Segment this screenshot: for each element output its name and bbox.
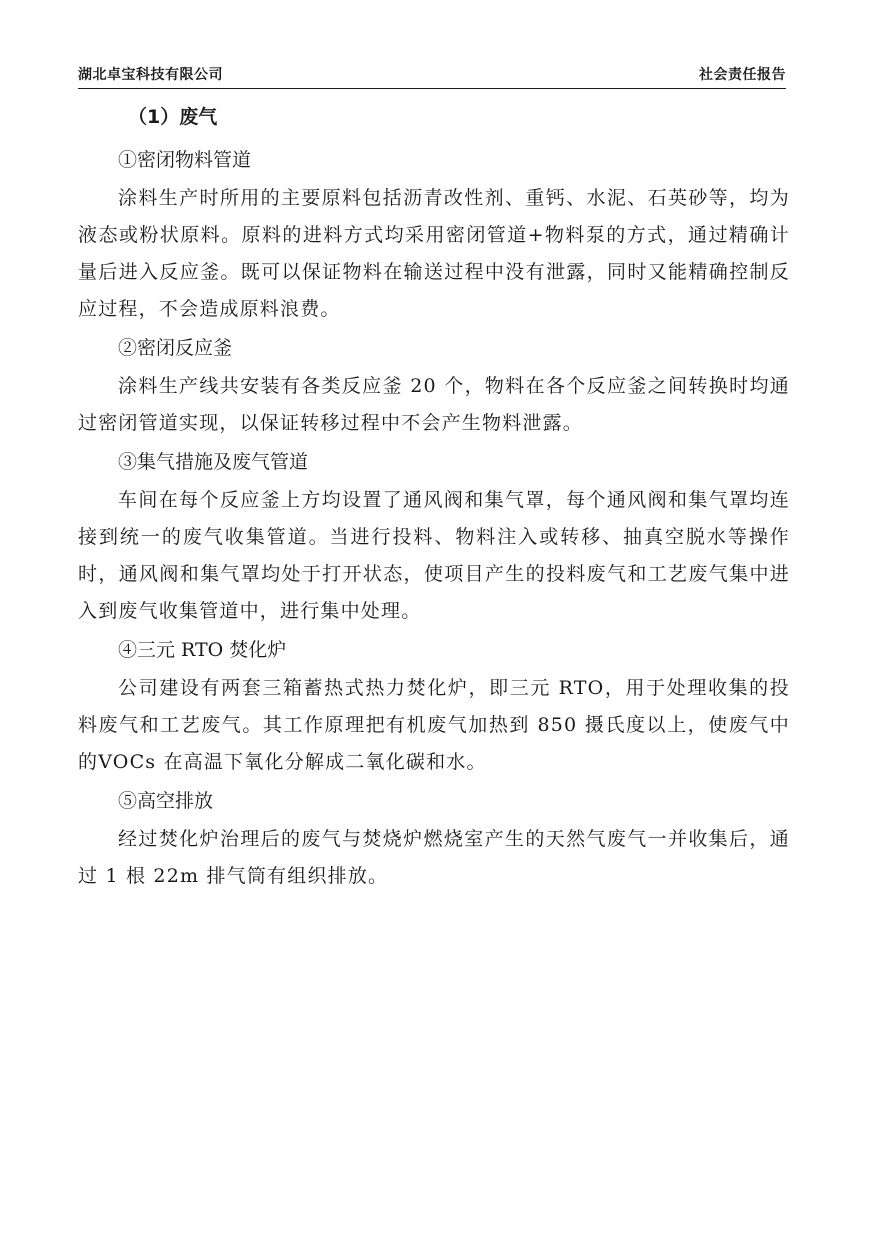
sub-heading-sealed-pipeline: ①密闭物料管道 bbox=[118, 149, 252, 171]
paragraph-rto-incinerator: 公司建设有两套三箱蓄热式热力焚化炉，即三元 RTO，用于处理收集的投料废气和工艺废气。其工作原理把有机废气加热到 850 摄氏度以上，使废气中的VOCs 在高温下氧化分解成二氧化碳和水。 bbox=[78, 677, 790, 773]
section-title: （1）废气 bbox=[128, 106, 218, 128]
sub-heading-sealed-reactor: ②密闭反应釜 bbox=[118, 337, 233, 359]
header-company-name: 湖北卓宝科技有限公司 bbox=[78, 67, 223, 83]
sub-heading-high-altitude-emission: ⑤高空排放 bbox=[118, 790, 214, 812]
paragraph-sealed-pipeline: 涂料生产时所用的主要原料包括沥青改性剂、重钙、水泥、石英砂等，均为液态或粉状原料。原料的进料方式均采用密闭管道+物料泵的方式，通过精确计量后进入反应釜。既可以保证物料在输送过程中没有泄露，同时又能精确控制反应过程，不会造成原料浪费。 bbox=[78, 187, 790, 320]
paragraph-high-altitude-emission: 经过焚化炉治理后的废气与焚烧炉燃烧室产生的天然气废气一并收集后，通过 1 根 22m 排气筒有组织排放。 bbox=[78, 828, 790, 887]
document-body bbox=[78, 96, 790, 895]
sub-heading-gas-collection: ③集气措施及废气管道 bbox=[118, 451, 309, 473]
page-header bbox=[78, 62, 786, 89]
header-report-title: 社会责任报告 bbox=[699, 67, 786, 83]
sub-heading-rto-incinerator: ④三元 RTO 焚化炉 bbox=[118, 639, 287, 661]
paragraph-gas-collection: 车间在每个反应釜上方均设置了通风阀和集气罩，每个通风阀和集气罩均连接到统一的废气收集管道。当进行投料、物料注入或转移、抽真空脱水等操作时，通风阀和集气罩均处于打开状态，使项目产生的投料废气和工艺废气集中进入到废气收集管道中，进行集中处理。 bbox=[78, 489, 790, 622]
paragraph-sealed-reactor: 涂料生产线共安装有各类反应釜 20 个，物料在各个反应釜之间转换时均通过密闭管道实现，以保证转移过程中不会产生物料泄露。 bbox=[78, 375, 790, 434]
